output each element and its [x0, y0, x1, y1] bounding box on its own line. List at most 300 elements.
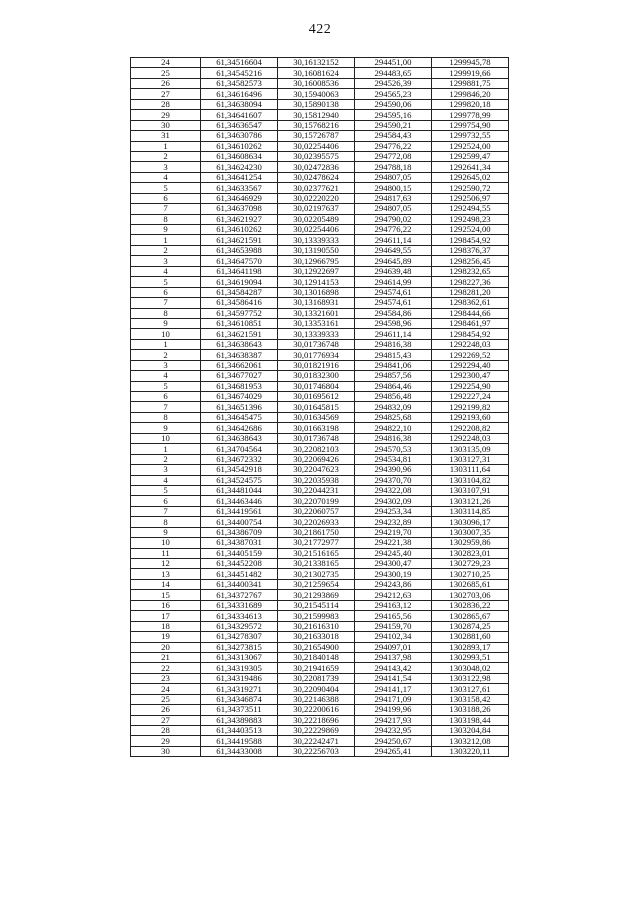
x-coordinate-cell: 294574,61	[355, 287, 432, 297]
latitude-cell: 61,34331689	[201, 600, 278, 610]
table-row	[131, 256, 509, 266]
longitude-cell: 30,01663198	[278, 423, 355, 433]
latitude-cell: 61,34516604	[201, 58, 278, 68]
longitude-cell: 30,21516165	[278, 548, 355, 558]
point-number-cell: 24	[131, 684, 201, 694]
y-coordinate-cell: 1299846,20	[432, 89, 509, 99]
table-row	[131, 412, 509, 422]
table-row	[131, 110, 509, 120]
table-row	[131, 715, 509, 725]
x-coordinate-cell: 294451,00	[355, 58, 432, 68]
longitude-cell: 30,16132152	[278, 58, 355, 68]
longitude-cell: 30,21545114	[278, 600, 355, 610]
point-number-cell: 29	[131, 110, 201, 120]
y-coordinate-cell: 1303198,44	[432, 715, 509, 725]
latitude-cell: 61,34403513	[201, 726, 278, 736]
table-row	[131, 58, 509, 68]
longitude-cell: 30,22256703	[278, 746, 355, 756]
longitude-cell: 30,02478624	[278, 172, 355, 182]
latitude-cell: 61,34542918	[201, 465, 278, 475]
latitude-cell: 61,34405159	[201, 548, 278, 558]
table-row	[131, 559, 509, 569]
x-coordinate-cell: 294817,63	[355, 193, 432, 203]
point-number-cell: 2	[131, 245, 201, 255]
x-coordinate-cell: 294219,70	[355, 527, 432, 537]
table-row	[131, 726, 509, 736]
table-row	[131, 444, 509, 454]
x-coordinate-cell: 294822,10	[355, 423, 432, 433]
x-coordinate-cell: 294526,39	[355, 78, 432, 88]
y-coordinate-cell: 1298227,36	[432, 277, 509, 287]
longitude-cell: 30,21840148	[278, 652, 355, 662]
x-coordinate-cell: 294199,96	[355, 705, 432, 715]
y-coordinate-cell: 1303048,02	[432, 663, 509, 673]
point-number-cell: 28	[131, 99, 201, 109]
longitude-cell: 30,21338165	[278, 559, 355, 569]
x-coordinate-cell: 294370,70	[355, 475, 432, 485]
longitude-cell: 30,22082103	[278, 444, 355, 454]
table-row	[131, 465, 509, 475]
y-coordinate-cell: 1292294,40	[432, 360, 509, 370]
table-row	[131, 642, 509, 652]
point-number-cell: 17	[131, 611, 201, 621]
y-coordinate-cell: 1303188,26	[432, 705, 509, 715]
point-number-cell: 25	[131, 694, 201, 704]
table-row	[131, 684, 509, 694]
latitude-cell: 61,34621591	[201, 329, 278, 339]
latitude-cell: 61,34545216	[201, 68, 278, 78]
x-coordinate-cell: 294483,65	[355, 68, 432, 78]
point-number-cell: 30	[131, 120, 201, 130]
longitude-cell: 30,01634569	[278, 412, 355, 422]
x-coordinate-cell: 294611,14	[355, 235, 432, 245]
table-row	[131, 433, 509, 443]
point-number-cell: 3	[131, 162, 201, 172]
longitude-cell: 30,21302735	[278, 569, 355, 579]
x-coordinate-cell: 294565,23	[355, 89, 432, 99]
y-coordinate-cell: 1292227,24	[432, 392, 509, 402]
table-row	[131, 193, 509, 203]
y-coordinate-cell: 1292645,02	[432, 172, 509, 182]
point-number-cell: 16	[131, 600, 201, 610]
table-row	[131, 339, 509, 349]
point-number-cell: 5	[131, 183, 201, 193]
y-coordinate-cell: 1299778,99	[432, 110, 509, 120]
table-row	[131, 454, 509, 464]
longitude-cell: 30,22060757	[278, 506, 355, 516]
y-coordinate-cell: 1298454,92	[432, 329, 509, 339]
table-row	[131, 78, 509, 88]
point-number-cell: 26	[131, 705, 201, 715]
latitude-cell: 61,34319271	[201, 684, 278, 694]
x-coordinate-cell: 294856,48	[355, 392, 432, 402]
x-coordinate-cell: 294300,47	[355, 559, 432, 569]
x-coordinate-cell: 294590,21	[355, 120, 432, 130]
latitude-cell: 61,34610262	[201, 225, 278, 235]
x-coordinate-cell: 294221,38	[355, 538, 432, 548]
longitude-cell: 30,02377621	[278, 183, 355, 193]
table-row	[131, 652, 509, 662]
y-coordinate-cell: 1298461,97	[432, 318, 509, 328]
latitude-cell: 61,34451482	[201, 569, 278, 579]
longitude-cell: 30,01736748	[278, 339, 355, 349]
x-coordinate-cell: 294639,48	[355, 266, 432, 276]
longitude-cell: 30,16008536	[278, 78, 355, 88]
coordinates-table-body	[131, 58, 509, 757]
latitude-cell: 61,34278307	[201, 632, 278, 642]
table-row	[131, 506, 509, 516]
y-coordinate-cell: 1292269,52	[432, 350, 509, 360]
x-coordinate-cell: 294253,34	[355, 506, 432, 516]
table-row	[131, 371, 509, 381]
x-coordinate-cell: 294776,22	[355, 141, 432, 151]
x-coordinate-cell: 294598,96	[355, 318, 432, 328]
longitude-cell: 30,22200616	[278, 705, 355, 715]
point-number-cell: 1	[131, 339, 201, 349]
y-coordinate-cell: 1298256,45	[432, 256, 509, 266]
table-row	[131, 621, 509, 631]
latitude-cell: 61,34641254	[201, 172, 278, 182]
latitude-cell: 61,34389883	[201, 715, 278, 725]
y-coordinate-cell: 1303096,17	[432, 517, 509, 527]
table-row	[131, 172, 509, 182]
point-number-cell: 4	[131, 266, 201, 276]
point-number-cell: 24	[131, 58, 201, 68]
point-number-cell: 10	[131, 329, 201, 339]
longitude-cell: 30,21772977	[278, 538, 355, 548]
longitude-cell: 30,22242471	[278, 736, 355, 746]
y-coordinate-cell: 1302836,22	[432, 600, 509, 610]
point-number-cell: 3	[131, 465, 201, 475]
y-coordinate-cell: 1292248,03	[432, 339, 509, 349]
point-number-cell: 3	[131, 256, 201, 266]
table-row	[131, 266, 509, 276]
longitude-cell: 30,21861750	[278, 527, 355, 537]
longitude-cell: 30,01695612	[278, 392, 355, 402]
latitude-cell: 61,34582573	[201, 78, 278, 88]
y-coordinate-cell: 1303122,98	[432, 673, 509, 683]
table-row	[131, 225, 509, 235]
longitude-cell: 30,22044231	[278, 485, 355, 495]
longitude-cell: 30,01645815	[278, 402, 355, 412]
table-row	[131, 381, 509, 391]
point-number-cell: 8	[131, 412, 201, 422]
longitude-cell: 30,01736748	[278, 433, 355, 443]
longitude-cell: 30,13339333	[278, 329, 355, 339]
point-number-cell: 6	[131, 392, 201, 402]
x-coordinate-cell: 294137,98	[355, 652, 432, 662]
table-row	[131, 548, 509, 558]
x-coordinate-cell: 294232,95	[355, 726, 432, 736]
latitude-cell: 61,34387031	[201, 538, 278, 548]
point-number-cell: 9	[131, 318, 201, 328]
latitude-cell: 61,34647570	[201, 256, 278, 266]
point-number-cell: 3	[131, 360, 201, 370]
x-coordinate-cell: 294141,17	[355, 684, 432, 694]
table-row	[131, 360, 509, 370]
point-number-cell: 2	[131, 454, 201, 464]
point-number-cell: 19	[131, 632, 201, 642]
point-number-cell: 6	[131, 193, 201, 203]
table-row	[131, 277, 509, 287]
x-coordinate-cell: 294165,56	[355, 611, 432, 621]
table-row	[131, 579, 509, 589]
table-row	[131, 245, 509, 255]
table-row	[131, 590, 509, 600]
y-coordinate-cell: 1292641,34	[432, 162, 509, 172]
longitude-cell: 30,13190550	[278, 245, 355, 255]
table-row	[131, 183, 509, 193]
x-coordinate-cell: 294815,43	[355, 350, 432, 360]
latitude-cell: 61,34638094	[201, 99, 278, 109]
table-row	[131, 673, 509, 683]
point-number-cell: 26	[131, 78, 201, 88]
table-row	[131, 611, 509, 621]
table-row	[131, 318, 509, 328]
y-coordinate-cell: 1292494,55	[432, 204, 509, 214]
table-row	[131, 517, 509, 527]
table-row	[131, 694, 509, 704]
table-row	[131, 235, 509, 245]
latitude-cell: 61,34638643	[201, 433, 278, 443]
latitude-cell: 61,34610262	[201, 141, 278, 151]
y-coordinate-cell: 1302703,06	[432, 590, 509, 600]
longitude-cell: 30,22026933	[278, 517, 355, 527]
y-coordinate-cell: 1299820,18	[432, 99, 509, 109]
latitude-cell: 61,34646929	[201, 193, 278, 203]
latitude-cell: 61,34463446	[201, 496, 278, 506]
x-coordinate-cell: 294102,34	[355, 632, 432, 642]
y-coordinate-cell: 1292300,47	[432, 371, 509, 381]
point-number-cell: 7	[131, 402, 201, 412]
x-coordinate-cell: 294772,08	[355, 151, 432, 161]
latitude-cell: 61,34677027	[201, 371, 278, 381]
point-number-cell: 31	[131, 131, 201, 141]
longitude-cell: 30,13353161	[278, 318, 355, 328]
point-number-cell: 6	[131, 496, 201, 506]
x-coordinate-cell: 294614,99	[355, 277, 432, 287]
point-number-cell: 6	[131, 287, 201, 297]
longitude-cell: 30,16081624	[278, 68, 355, 78]
y-coordinate-cell: 1299945,78	[432, 58, 509, 68]
coordinates-table	[130, 57, 509, 757]
x-coordinate-cell: 294864,46	[355, 381, 432, 391]
table-row	[131, 329, 509, 339]
point-number-cell: 29	[131, 736, 201, 746]
longitude-cell: 30,22218696	[278, 715, 355, 725]
longitude-cell: 30,13168931	[278, 298, 355, 308]
table-row	[131, 527, 509, 537]
latitude-cell: 61,34653988	[201, 245, 278, 255]
point-number-cell: 22	[131, 663, 201, 673]
longitude-cell: 30,21654900	[278, 642, 355, 652]
y-coordinate-cell: 1303007,35	[432, 527, 509, 537]
y-coordinate-cell: 1298454,92	[432, 235, 509, 245]
longitude-cell: 30,01832300	[278, 371, 355, 381]
x-coordinate-cell: 294302,09	[355, 496, 432, 506]
y-coordinate-cell: 1303127,61	[432, 684, 509, 694]
x-coordinate-cell: 294097,01	[355, 642, 432, 652]
longitude-cell: 30,02472836	[278, 162, 355, 172]
longitude-cell: 30,22146388	[278, 694, 355, 704]
y-coordinate-cell: 1292248,03	[432, 433, 509, 443]
longitude-cell: 30,13321601	[278, 308, 355, 318]
latitude-cell: 61,34419588	[201, 736, 278, 746]
table-row	[131, 475, 509, 485]
longitude-cell: 30,15726787	[278, 131, 355, 141]
x-coordinate-cell: 294574,61	[355, 298, 432, 308]
page-number: 422	[308, 22, 332, 37]
x-coordinate-cell: 294790,02	[355, 214, 432, 224]
latitude-cell: 61,34373511	[201, 705, 278, 715]
latitude-cell: 61,34642686	[201, 423, 278, 433]
x-coordinate-cell: 294645,89	[355, 256, 432, 266]
latitude-cell: 61,34633567	[201, 183, 278, 193]
y-coordinate-cell: 1302710,25	[432, 569, 509, 579]
y-coordinate-cell: 1292524,00	[432, 225, 509, 235]
latitude-cell: 61,34674029	[201, 392, 278, 402]
latitude-cell: 61,34619094	[201, 277, 278, 287]
point-number-cell: 13	[131, 569, 201, 579]
y-coordinate-cell: 1302893,17	[432, 642, 509, 652]
point-number-cell: 27	[131, 715, 201, 725]
x-coordinate-cell: 294245,40	[355, 548, 432, 558]
latitude-cell: 61,34641198	[201, 266, 278, 276]
x-coordinate-cell: 294212,63	[355, 590, 432, 600]
point-number-cell: 7	[131, 506, 201, 516]
y-coordinate-cell: 1292506,97	[432, 193, 509, 203]
y-coordinate-cell: 1299754,90	[432, 120, 509, 130]
longitude-cell: 30,02197637	[278, 204, 355, 214]
latitude-cell: 61,34273815	[201, 642, 278, 652]
point-number-cell: 5	[131, 485, 201, 495]
point-number-cell: 11	[131, 548, 201, 558]
table-row	[131, 736, 509, 746]
y-coordinate-cell: 1298281,20	[432, 287, 509, 297]
latitude-cell: 61,34624230	[201, 162, 278, 172]
table-row	[131, 308, 509, 318]
latitude-cell: 61,34630786	[201, 131, 278, 141]
table-row	[131, 423, 509, 433]
y-coordinate-cell: 1303104,82	[432, 475, 509, 485]
y-coordinate-cell: 1303212,08	[432, 736, 509, 746]
point-number-cell: 5	[131, 381, 201, 391]
y-coordinate-cell: 1299732,55	[432, 131, 509, 141]
y-coordinate-cell: 1292199,82	[432, 402, 509, 412]
longitude-cell: 30,13016898	[278, 287, 355, 297]
longitude-cell: 30,01746804	[278, 381, 355, 391]
y-coordinate-cell: 1292193,60	[432, 412, 509, 422]
longitude-cell: 30,02254406	[278, 141, 355, 151]
table-row	[131, 569, 509, 579]
point-number-cell: 5	[131, 277, 201, 287]
latitude-cell: 61,34637098	[201, 204, 278, 214]
latitude-cell: 61,34329572	[201, 621, 278, 631]
latitude-cell: 61,34313067	[201, 652, 278, 662]
x-coordinate-cell: 294649,55	[355, 245, 432, 255]
x-coordinate-cell: 294807,05	[355, 204, 432, 214]
point-number-cell: 8	[131, 517, 201, 527]
point-number-cell: 28	[131, 726, 201, 736]
table-row	[131, 350, 509, 360]
table-row	[131, 120, 509, 130]
point-number-cell: 2	[131, 350, 201, 360]
y-coordinate-cell: 1302865,67	[432, 611, 509, 621]
point-number-cell: 4	[131, 172, 201, 182]
x-coordinate-cell: 294163,12	[355, 600, 432, 610]
x-coordinate-cell: 294534,81	[355, 454, 432, 464]
longitude-cell: 30,12922697	[278, 266, 355, 276]
latitude-cell: 61,34419561	[201, 506, 278, 516]
point-number-cell: 4	[131, 371, 201, 381]
table-row	[131, 538, 509, 548]
y-coordinate-cell: 1292599,47	[432, 151, 509, 161]
longitude-cell: 30,22090404	[278, 684, 355, 694]
table-row	[131, 402, 509, 412]
y-coordinate-cell: 1292254,90	[432, 381, 509, 391]
latitude-cell: 61,34662061	[201, 360, 278, 370]
table-row	[131, 287, 509, 297]
y-coordinate-cell: 1303121,26	[432, 496, 509, 506]
latitude-cell: 61,34621927	[201, 214, 278, 224]
table-row	[131, 298, 509, 308]
table-row	[131, 632, 509, 642]
table-row	[131, 162, 509, 172]
y-coordinate-cell: 1302959,86	[432, 538, 509, 548]
x-coordinate-cell: 294232,89	[355, 517, 432, 527]
longitude-cell: 30,02395575	[278, 151, 355, 161]
y-coordinate-cell: 1303127,31	[432, 454, 509, 464]
point-number-cell: 25	[131, 68, 201, 78]
y-coordinate-cell: 1292498,23	[432, 214, 509, 224]
point-number-cell: 23	[131, 673, 201, 683]
latitude-cell: 61,34372767	[201, 590, 278, 600]
y-coordinate-cell: 1298362,61	[432, 298, 509, 308]
point-number-cell: 18	[131, 621, 201, 631]
x-coordinate-cell: 294816,38	[355, 433, 432, 443]
longitude-cell: 30,02254406	[278, 225, 355, 235]
point-number-cell: 14	[131, 579, 201, 589]
longitude-cell: 30,01776934	[278, 350, 355, 360]
y-coordinate-cell: 1303114,85	[432, 506, 509, 516]
table-row	[131, 214, 509, 224]
x-coordinate-cell: 294788,18	[355, 162, 432, 172]
longitude-cell: 30,15812940	[278, 110, 355, 120]
point-number-cell: 7	[131, 298, 201, 308]
longitude-cell: 30,01821916	[278, 360, 355, 370]
table-row	[131, 600, 509, 610]
y-coordinate-cell: 1303220,11	[432, 746, 509, 756]
point-number-cell: 1	[131, 235, 201, 245]
y-coordinate-cell: 1292590,72	[432, 183, 509, 193]
point-number-cell: 9	[131, 423, 201, 433]
x-coordinate-cell: 294800,15	[355, 183, 432, 193]
latitude-cell: 61,34584287	[201, 287, 278, 297]
latitude-cell: 61,34400341	[201, 579, 278, 589]
longitude-cell: 30,21293869	[278, 590, 355, 600]
latitude-cell: 61,34319305	[201, 663, 278, 673]
longitude-cell: 30,21599983	[278, 611, 355, 621]
y-coordinate-cell: 1299881,75	[432, 78, 509, 88]
y-coordinate-cell: 1302685,61	[432, 579, 509, 589]
table-row	[131, 485, 509, 495]
x-coordinate-cell: 294322,08	[355, 485, 432, 495]
point-number-cell: 8	[131, 308, 201, 318]
point-number-cell: 20	[131, 642, 201, 652]
latitude-cell: 61,34334613	[201, 611, 278, 621]
x-coordinate-cell: 294243,86	[355, 579, 432, 589]
y-coordinate-cell: 1302823,01	[432, 548, 509, 558]
